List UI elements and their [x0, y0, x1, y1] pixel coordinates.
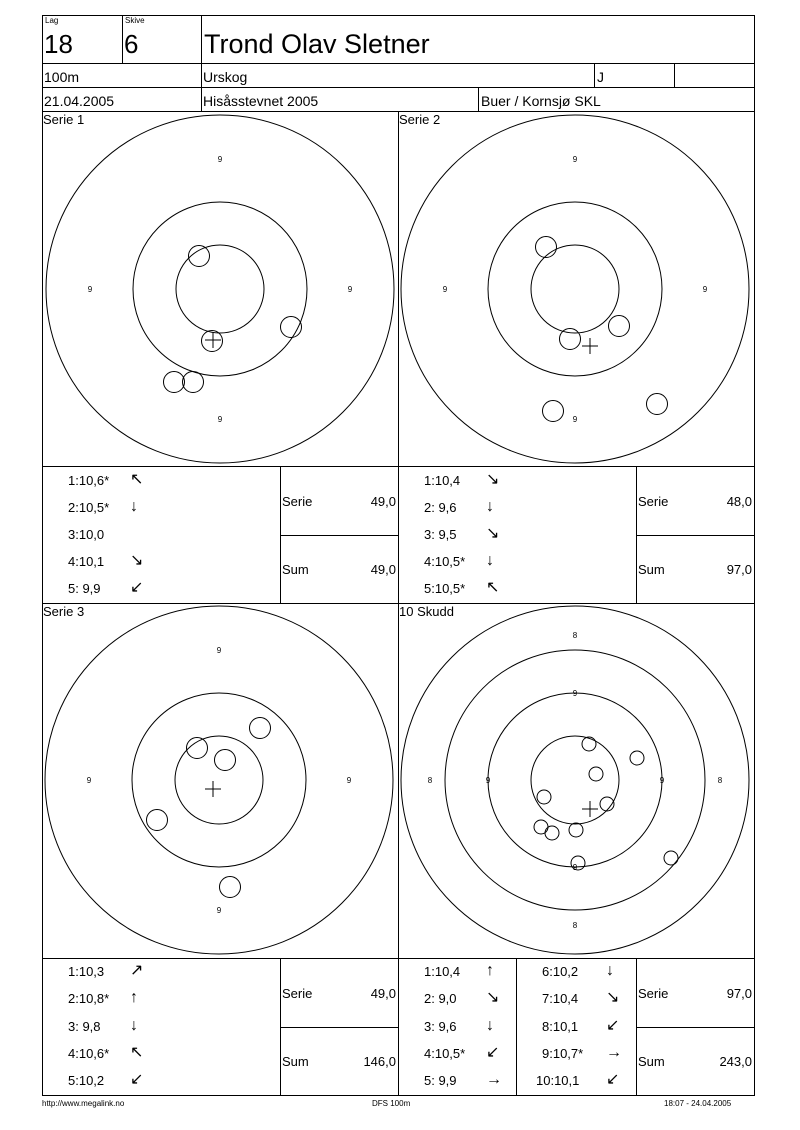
shot-hole [183, 372, 204, 393]
shot-hole [647, 394, 668, 415]
shot-hole [664, 851, 678, 865]
direction-arrow-icon: ↓ [486, 552, 494, 569]
shot-value: 2: 9,0 [424, 991, 457, 1006]
shot-value: 1:10,3 [68, 964, 105, 979]
ring-label: 9 [347, 285, 353, 294]
direction-arrow-icon: ↓ [486, 1017, 494, 1034]
target-ring [399, 112, 749, 463]
direction-arrow-icon: ↗ [130, 962, 144, 979]
serie-label: Serie [638, 494, 669, 509]
shot-value: 7:10,4 [542, 991, 579, 1006]
shot-hole [215, 750, 236, 771]
shot-value: 5:10,2 [68, 1073, 105, 1088]
shot-hole [543, 401, 564, 422]
shot-hole [569, 823, 583, 837]
shot-hole [582, 737, 596, 751]
footer-url: http://www.megalink.no [42, 1099, 125, 1108]
shot-value: 4:10,5* [424, 554, 466, 569]
shot-value: 4:10,5* [424, 1046, 466, 1061]
sum-label: Sum [282, 1054, 309, 1069]
shot-hole [537, 790, 551, 804]
direction-arrow-icon: ↙ [130, 579, 144, 596]
serie-label: Serie [638, 986, 669, 1001]
target-title-serie-1: Serie 1 [43, 112, 85, 127]
shot-hole [220, 877, 241, 898]
direction-arrow-icon: ↖ [130, 1044, 144, 1061]
sum-value: 49,0 [370, 562, 396, 577]
ring-label: 9 [217, 155, 223, 164]
direction-arrow-icon: ↑ [130, 989, 138, 1006]
ring-label: 9 [572, 863, 578, 872]
direction-arrow-icon: → [606, 1044, 622, 1061]
shot-value: 6:10,2 [542, 964, 579, 979]
shot-value: 2:10,8* [68, 991, 110, 1006]
shooter-name: Trond Olav Sletner [204, 29, 430, 59]
lag-value: 18 [44, 29, 73, 59]
footer-timestamp: 18:07 - 24.04.2005 [664, 1099, 732, 1108]
direction-arrow-icon: ↙ [606, 1017, 620, 1034]
shot-value: 2: 9,6 [424, 500, 457, 515]
serie-value: 97,0 [726, 986, 752, 1001]
skive-value: 6 [124, 29, 139, 59]
direction-arrow-icon: ↖ [486, 579, 500, 596]
direction-arrow-icon: ↖ [130, 471, 144, 488]
shot-hole [589, 767, 603, 781]
target-ring [46, 115, 394, 463]
class: J [597, 69, 604, 85]
direction-arrow-icon: ↓ [130, 1017, 138, 1034]
ring-label: 9 [346, 776, 352, 785]
ring-label: 9 [442, 285, 448, 294]
direction-arrow-icon: → [486, 1071, 502, 1088]
direction-arrow-icon: ↙ [606, 1071, 620, 1088]
sum-value: 97,0 [726, 562, 752, 577]
shot-value: 3:10,0 [68, 527, 105, 542]
shot-value: 1:10,6* [68, 473, 110, 488]
serie-label: Serie [282, 494, 313, 509]
direction-arrow-icon: ↙ [486, 1044, 500, 1061]
shot-value: 4:10,1 [68, 554, 105, 569]
target-ring [485, 693, 662, 867]
target-ring [401, 606, 749, 954]
sum-value: 243,0 [719, 1054, 752, 1069]
target-title-serie-2: Serie 2 [399, 112, 441, 127]
shot-value: 5:10,5* [424, 581, 466, 596]
shot-hole [202, 331, 223, 352]
sum-value: 146,0 [363, 1054, 396, 1069]
shot-hole [164, 372, 185, 393]
serie-value: 49,0 [370, 494, 396, 509]
target-title-10-skudd: 10 Skudd [399, 604, 454, 619]
shot-hole [187, 738, 208, 759]
distance: 100m [44, 69, 80, 85]
ring-label: 9 [572, 155, 578, 164]
ring-label: 9 [702, 285, 708, 294]
ring-label: 8 [717, 776, 723, 785]
ring-label: 9 [87, 285, 93, 294]
direction-arrow-icon: ↘ [486, 471, 500, 488]
shot-value: 3: 9,5 [424, 527, 457, 542]
target-title-serie-3: Serie 3 [43, 604, 85, 619]
serie-value: 49,0 [370, 986, 396, 1001]
ring-label: 9 [216, 906, 222, 915]
ring-label: 9 [217, 415, 223, 424]
direction-arrow-icon: ↙ [130, 1071, 144, 1088]
shot-value: 10:10,1 [536, 1073, 580, 1088]
direction-arrow-icon: ↓ [486, 498, 494, 515]
direction-arrow-icon: ↘ [486, 525, 500, 542]
target-ring [133, 202, 307, 376]
event: Hisåsstevnet 2005 [203, 93, 319, 109]
direction-arrow-icon: ↘ [130, 552, 144, 569]
sum-label: Sum [638, 562, 665, 577]
target-ring [531, 245, 619, 333]
shot-value: 1:10,4 [424, 964, 461, 979]
date: 21.04.2005 [44, 93, 115, 109]
sum-label: Sum [638, 1054, 665, 1069]
direction-arrow-icon: ↘ [486, 989, 500, 1006]
target-ring [132, 693, 306, 867]
ring-label: 9 [572, 689, 578, 698]
shot-value: 8:10,1 [542, 1019, 579, 1034]
direction-arrow-icon: ↘ [606, 989, 620, 1006]
ring-label: 9 [86, 776, 92, 785]
ring-label: 8 [572, 921, 578, 930]
shot-value: 4:10,6* [68, 1046, 110, 1061]
shot-hole [630, 751, 644, 765]
shot-hole [534, 820, 548, 834]
target-ring [488, 202, 662, 376]
club-place: Urskog [203, 69, 248, 85]
shot-value: 5: 9,9 [68, 581, 101, 596]
club: Buer / Kornsjø SKL [481, 93, 601, 109]
shot-value: 3: 9,6 [424, 1019, 457, 1034]
shot-value: 5: 9,9 [424, 1073, 457, 1088]
ring-label: 9 [485, 776, 491, 785]
shot-hole [147, 810, 168, 831]
shot-hole [536, 237, 557, 258]
shot-value: 9:10,7* [542, 1046, 584, 1061]
skive-label: Skive [125, 16, 145, 25]
direction-arrow-icon: ↑ [486, 962, 494, 979]
ring-label: 9 [659, 776, 665, 785]
lag-label: Lag [45, 16, 59, 25]
shot-hole [545, 826, 559, 840]
ring-label: 9 [572, 415, 578, 424]
direction-arrow-icon: ↓ [606, 962, 614, 979]
ring-label: 8 [427, 776, 433, 785]
direction-arrow-icon: ↓ [130, 498, 138, 515]
serie-value: 48,0 [726, 494, 752, 509]
ring-label: 8 [572, 631, 578, 640]
shot-hole [609, 316, 630, 337]
ring-label: 9 [216, 646, 222, 655]
shot-hole [560, 329, 581, 350]
sum-label: Sum [282, 562, 309, 577]
shot-value: 2:10,5* [68, 500, 110, 515]
footer-title: DFS 100m [372, 1099, 411, 1108]
serie-label: Serie [282, 986, 313, 1001]
shot-hole [250, 718, 271, 739]
target-ring [45, 606, 393, 954]
target-ring [175, 736, 263, 824]
shot-value: 1:10,4 [424, 473, 461, 488]
shot-value: 3: 9,8 [68, 1019, 101, 1034]
